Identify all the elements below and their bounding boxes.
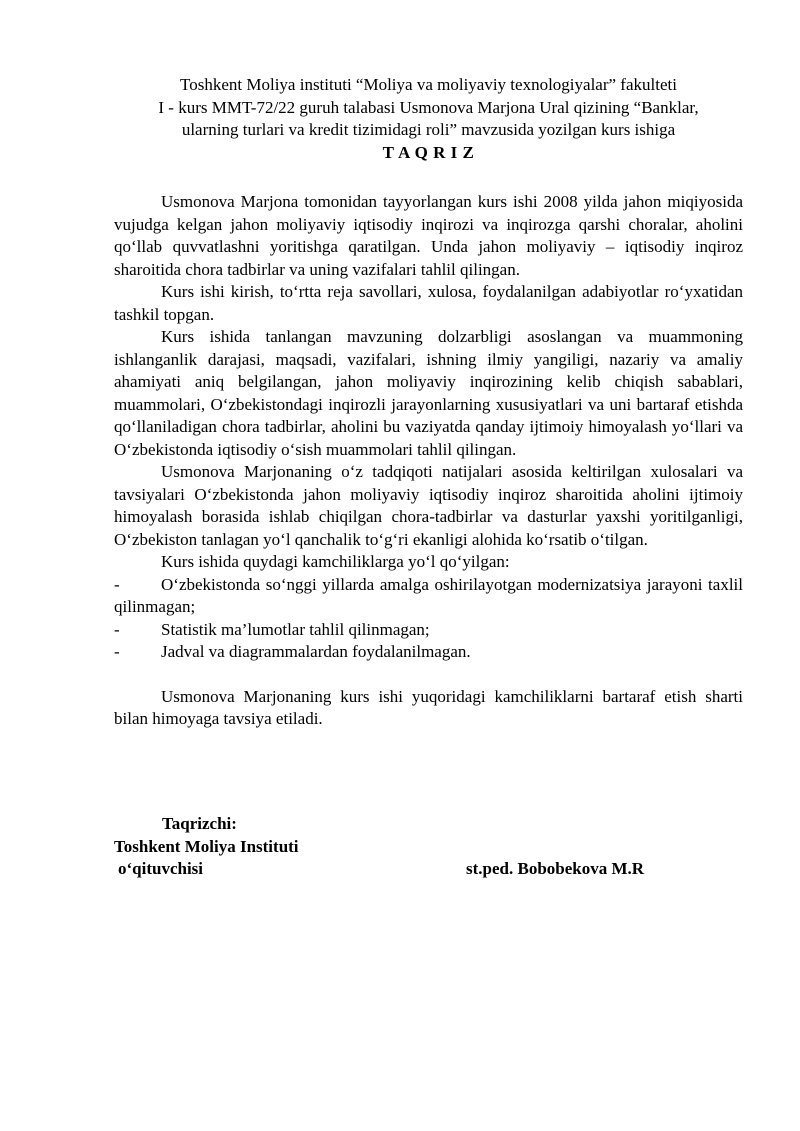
dash-marker: - [114, 642, 120, 661]
review-document [114, 74, 743, 731]
signature-block [114, 813, 714, 881]
header-line-student: I - kurs MMT-72/22 guruh talabasi Usmonova Marjona Ural qizining “Banklar, [158, 97, 699, 117]
shortcoming-item [114, 641, 743, 664]
document-title: T A Q R I Z [382, 142, 475, 162]
spacer [114, 664, 743, 686]
reviewer-label: Taqrizchi: [162, 814, 237, 833]
paragraph-recommendation: Usmonova Marjonaning kurs ishi yuqoridagi kamchiliklarni bartaraf etish sharti bilan himoyaga tavsiya etiladi. [114, 686, 743, 728]
shortcoming-text: Jadval va diagrammalardan foydalanilmagan. [161, 642, 471, 661]
header-line-faculty: Toshkent Moliya instituti “Moliya va moliyaviy texnologiyalar” fakulteti [180, 75, 677, 94]
paragraph-intro: Usmonova Marjona tomonidan tayyorlangan kurs ishi 2008 yilda jahon miqiyosida vujudga kelgan jahon moliyaviy iqtisodiy inqirozi va inqirozga qarshi choralar, aholini qo‘llab quvvatlashni yoritishga qaratilgan. Unda jahon moliyaviy – iqtisodiy inqiroz sharoitida chora tadbirlar va uning vazifalari tahlil qilingan. [114, 192, 743, 279]
paragraph-conclusions: Usmonova Marjonaning o‘z tadqiqoti natijalari asosida keltirilgan xulosalari va tavsiyalari O‘zbekistonda jahon moliyaviy iqtisodiy inqiroz sharoitida aholini ijtimoiy himoyalash borasida ishlab chiqilgan chora-tadbirlar va dasturlar yaxshi yoritilganligi, O‘zbekiston tanlagan yo‘l qanchalik to‘g‘ri ekanligi alohida ko‘rsatib o‘tilgan. [114, 462, 743, 549]
shortcoming-item [114, 619, 743, 642]
header-line-topic: ularning turlari va kredit tizimidagi roli” mavzusida yozilgan kurs ishiga [181, 120, 676, 139]
document-body [114, 191, 743, 731]
shortcoming-text: O‘zbekistonda so‘nggi yillarda amalga oshirilayotgan modernizatsiya jarayoni taxlil qilinmagan; [114, 574, 743, 616]
document-header [114, 74, 743, 164]
reviewer-position: o‘qituvchisi [118, 859, 204, 878]
paragraph-analysis: Kurs ishida tanlangan mavzuning dolzarbligi asoslangan va muammoning ishlanganlik darajasi, maqsadi, vazifalari, ishning ilmiy yangiligi, nazariy va amaliy ahamiyati aniq belgilangan, jahon moliyaviy inqirozining kelib chiqish sabablari, muammolari, O‘zbekistondagi inqirozli jarayonlarning xususiyatlari va uni bartaraf etishda qo‘llaniladigan chora tadbirlar, aholini bu vaziyatda qanday ijtimoiy himoyalash yo‘llari va O‘zbekistonda iqtisodiy o‘sish muammolari tahlil qilingan. [114, 327, 743, 459]
reviewer-institution: Toshkent Moliya Instituti [114, 836, 299, 856]
shortcoming-text: Statistik ma’lumotlar tahlil qilinmagan; [161, 619, 430, 639]
paragraph-structure: Kurs ishi kirish, to‘rtta reja savollari, xulosa, foydalanilgan adabiyotlar ro‘yxatidan tashkil topgan. [114, 282, 743, 324]
shortcoming-item [114, 574, 743, 619]
reviewer-name: st.ped. Bobobekova M.R [466, 859, 645, 878]
paragraph-shortcomings-intro: Kurs ishida quydagi kamchiliklarga yo‘l qo‘yilgan: [161, 552, 510, 571]
dash-marker: - [114, 619, 120, 639]
signature-row [114, 858, 714, 881]
dash-marker: - [114, 574, 120, 594]
